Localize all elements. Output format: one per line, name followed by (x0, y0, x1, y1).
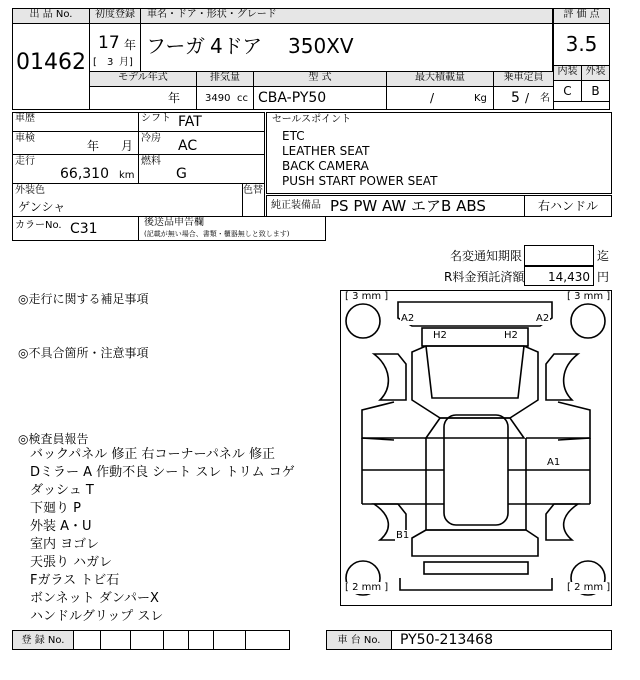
inspection-year: 年 (87, 139, 100, 153)
damage-mark-a2-left: A2 (401, 313, 415, 324)
retrofit-note: (記載が無い場合、書類・櫃器無しと致します) (144, 230, 290, 238)
reg-no-divider (213, 630, 214, 650)
lot-no-label: 出 品 No. (12, 8, 90, 24)
inspector-note: ボンネット ダンパーX (30, 591, 159, 606)
inspector-note: バックパネル 修正 右コーナーパネル 修正 (30, 447, 275, 462)
retrofit-label: 後送品申告欄 (144, 217, 204, 228)
reg-month-open: [ (93, 57, 97, 68)
recycle-unit: 円 (597, 270, 610, 284)
capacity-label: 乗車定員 (493, 71, 554, 87)
reg-month: 3 (107, 57, 114, 68)
inspector-note: 天張り ハガレ (30, 555, 113, 570)
reg-no-divider (245, 630, 246, 650)
inspector-report-heading: ◎検査員報告 (18, 432, 89, 446)
sales-point: PUSH START POWER SEAT (282, 174, 438, 188)
vehicle-type: CBA-PY50 (258, 90, 327, 106)
inspector-note: 外装 A・U (30, 519, 92, 534)
interior-label: 内装 (553, 65, 582, 81)
recycle-label: R料金預託済額 (444, 270, 525, 284)
capacity-sep: / (525, 91, 530, 105)
displacement: 3490 (205, 93, 231, 104)
mileage: 66,310 (60, 166, 109, 182)
max-load: / (430, 91, 435, 105)
car-diagram (340, 290, 612, 606)
max-load-label: 最大積載量 (386, 71, 494, 87)
model-year-label: モデル年式 (89, 71, 197, 87)
damage-mark-a2-right: A2 (536, 313, 550, 324)
chassis-no: PY50-213468 (400, 632, 493, 648)
displacement-unit: cc (237, 93, 248, 104)
shift: FAT (178, 114, 202, 130)
name-change-unit: 迄 (597, 249, 610, 263)
score: 3.5 (565, 32, 598, 56)
ac-label: 冷房 (141, 133, 161, 144)
displacement-label: 排気量 (196, 71, 254, 87)
first-reg-label: 初度登録 (89, 8, 141, 24)
score-label: 評 価 点 (553, 8, 610, 24)
name-change-value (524, 245, 594, 266)
inspector-note: 室内 ヨゴレ (30, 537, 100, 552)
model-year-unit: 年 (168, 91, 181, 105)
fuel: G (176, 166, 187, 182)
inspection-label: 車検 (15, 133, 35, 144)
lot-no: 01462 (16, 50, 86, 75)
sales-point: LEATHER SEAT (282, 144, 370, 158)
model-year-cell (89, 86, 197, 110)
reg-no-divider (100, 630, 101, 650)
car-grade: 350XV (288, 34, 354, 58)
vehicle-label: 車名・ドア・形状・グレード (140, 8, 553, 24)
exterior-color: ゲンシャ (18, 200, 66, 214)
inspector-note: Fガラス トビ石 (30, 573, 120, 588)
damage-mark-h2-left: H2 (433, 330, 447, 341)
name-change-label: 名変通知期限 (450, 249, 523, 263)
equipment-label: 純正装備品 (271, 200, 321, 211)
reg-no-divider (163, 630, 164, 650)
sales-point: BACK CAMERA (282, 159, 369, 173)
defect-notes-heading: ◎不具合箇所・注意事項 (18, 346, 149, 360)
fuel-label: 燃料 (141, 156, 161, 167)
tire-depth-front-right: [ 3 mm ] (567, 291, 611, 302)
inspector-note: Dミラー A 作動不良 シート スレ トリム コゲ (30, 465, 295, 480)
history-label: 車歴 (15, 113, 35, 124)
type-label: 型 式 (253, 71, 387, 87)
car-doors: 4ドア (210, 34, 263, 58)
exterior-label: 外装 (581, 65, 610, 81)
reg-year: 17 (98, 33, 120, 53)
damage-mark-h2-right: H2 (504, 330, 518, 341)
steering: 右ハンドル (537, 199, 598, 213)
shift-label: シフト (141, 113, 171, 124)
damage-mark-a1: A1 (547, 457, 561, 468)
inspector-note: 下廻り P (30, 501, 81, 516)
driving-notes-heading: ◎走行に関する補足事項 (18, 292, 149, 306)
sales-label: セールスポイント (272, 114, 352, 125)
exterior-grade: B (581, 80, 610, 102)
recycle-value: 14,430 (548, 270, 590, 284)
color-change-label: 色替 (243, 185, 263, 196)
color-no: C31 (70, 221, 98, 237)
reg-no-divider (188, 630, 189, 650)
tire-depth-front-left: [ 3 mm ] (345, 291, 389, 302)
tire-depth-rear-right: [ 2 mm ] (567, 582, 611, 593)
inspector-note: ハンドルグリップ スレ (30, 609, 164, 624)
color-no-label: カラーNo. (15, 220, 62, 231)
ac: AC (178, 138, 198, 154)
sales-point: ETC (282, 129, 305, 143)
capacity-unit: 名 (540, 93, 550, 104)
equipment: PS PW AW エアB ABS (330, 197, 486, 215)
inspector-note: ダッシュ T (30, 483, 94, 498)
max-load-unit: Kg (474, 93, 487, 104)
tire-depth-rear-left: [ 2 mm ] (345, 582, 389, 593)
reg-year-unit: 年 (124, 38, 137, 52)
mileage-unit: km (119, 170, 135, 181)
inspection-month: 月 (121, 139, 134, 153)
chassis-no-label: 車 台 No. (326, 630, 392, 650)
interior-grade: C (553, 80, 582, 102)
exterior-color-label: 外装色 (15, 185, 45, 196)
reg-month-unit: 月] (119, 57, 133, 68)
car-name: フーガ (146, 34, 205, 58)
reg-no-label: 登 録 No. (12, 630, 74, 650)
damage-mark-b1: B1 (396, 530, 410, 541)
mileage-label: 走行 (15, 156, 35, 167)
capacity: 5 (511, 90, 520, 106)
reg-no-divider (130, 630, 131, 650)
